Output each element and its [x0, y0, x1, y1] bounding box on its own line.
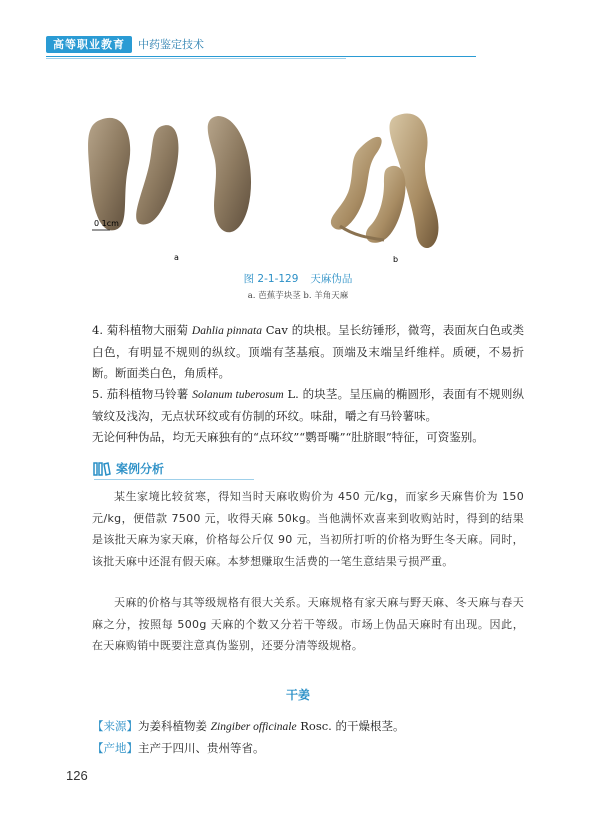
figure-photos	[70, 108, 490, 268]
paragraph-conclusion: 无论何种伪品，均无天麻独有的“点环纹”“鹦哥嘴”“肚脐眼”特征，可资鉴别。	[92, 430, 484, 444]
figure-number: 图 2-1-129	[243, 273, 299, 285]
case-section-title: 案例分析	[116, 462, 165, 476]
source-text-b: Rosc. 的干燥根茎。	[296, 719, 405, 733]
source-tag: 【来源】	[92, 719, 138, 733]
origin-text: 主产于四川、贵州等省。	[138, 741, 265, 755]
p5-latin-name: Solanum tuberosum	[192, 389, 284, 401]
paragraph-dahlia	[92, 320, 524, 384]
case-paragraph-1: 某生家境比较贫寒，得知当时天麻收购价为 450 元/kg，而家乡天麻售价为 150 元/kg，便借款 7500 元，收得天麻 50kg。当他满怀欢喜来到收购站时，得到的结果是该批天麻为家天麻，价格每公斤仅 90 元，当初所打听的价格为野生冬天麻。同时，该批天麻中还混有假天麻。本梦想赚取生活费的一笔生意结果亏损严重。	[92, 490, 524, 568]
panel-a-label: a	[174, 253, 179, 262]
p5-text-b: L. 的块茎。呈压扁的椭圆形，表面有不规则纵皱纹及浅沟，无点状环纹或有仿制的环纹。味甜，嚼之有马铃薯味。	[92, 387, 524, 423]
page-number: 126	[66, 768, 88, 783]
p5-text-a: 5. 茄科植物马铃薯	[92, 387, 193, 401]
book-title: 中药鉴定技术	[138, 38, 204, 51]
figure-subcaption: a. 芭蕉芋块茎 b. 羊角天麻	[247, 291, 349, 301]
case-section-rule	[94, 479, 254, 480]
paragraph-potato	[92, 384, 524, 427]
origin-line	[92, 739, 265, 757]
p4-text-b: Cav 的块根。呈长纺锤形，微弯，表面灰白色或类白色，有明显不规则的纵纹。顶端有茎基痕。顶端及末端呈纤维样。质硬，不易折断。断面类白色，角质样。	[92, 323, 524, 380]
series-badge: 高等职业教育	[46, 36, 132, 53]
panel-b-label: b	[393, 255, 399, 264]
source-line	[92, 717, 404, 736]
scale-label: 0 1cm	[94, 219, 119, 228]
p4-latin-name: Dahlia pinnata	[191, 325, 262, 337]
book-icon	[93, 461, 111, 477]
banana-canna-tuber-photo	[88, 116, 251, 232]
figure-caption	[0, 271, 596, 286]
source-latin-name: Zingiber officinale	[210, 721, 297, 733]
horned-tianma-photo	[331, 114, 439, 248]
source-text-a: 为姜科植物姜	[138, 719, 211, 733]
origin-tag: 【产地】	[92, 741, 138, 755]
header-rule	[46, 56, 476, 57]
case-paragraph-2: 天麻的价格与其等级规格有很大关系。天麻规格有家天麻与野天麻、冬天麻与春天麻之分，按照每 500g 天麻的个数又分若干等级。市场上伪品天麻时有出现。因此，在天麻购销中既要注意真伪鉴别，还要分清等级规格。	[92, 596, 524, 652]
ganjiang-heading: 干姜	[285, 688, 310, 702]
figure-title: 天麻伪品	[310, 273, 353, 285]
header-rule-secondary	[46, 58, 346, 59]
p4-text-a: 4. 菊科植物大丽菊	[92, 323, 192, 337]
